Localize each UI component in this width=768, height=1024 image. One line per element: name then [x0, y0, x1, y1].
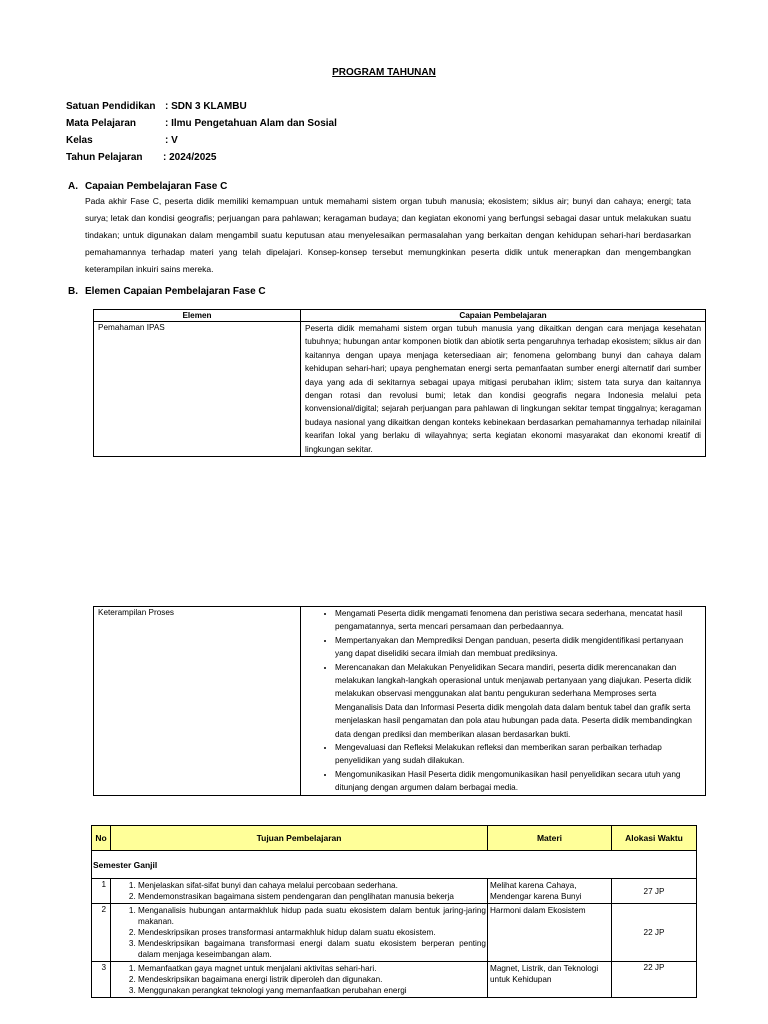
meta-value-tahun: : 2024/2025: [163, 152, 217, 163]
section-a-marker: A.: [68, 181, 78, 192]
tujuan-table: [91, 825, 697, 998]
table-header-row: [92, 826, 697, 851]
document-title: PROGRAM TAHUNAN: [332, 67, 436, 78]
meta-value-kelas: : V: [165, 135, 178, 146]
header-materi: Materi: [488, 826, 612, 851]
materi-cell: Magnet, Listrik, dan Teknologi untuk Kehidupan: [488, 962, 612, 998]
tujuan-list: [112, 880, 486, 902]
alokasi-cell: 27 JP: [612, 879, 697, 904]
tujuan-cell: [111, 962, 488, 998]
list-item: 2. Mendeskripsikan bagaimana energi listrik diperoleh dan digunakan.: [138, 974, 486, 985]
list-item: 3. Mendeskripsikan bagaimana transformasi energi dalam suatu ekosistem berperan penting dalam menjaga keseimbangan alam.: [138, 938, 486, 960]
table-row: [92, 904, 697, 962]
table-row: [92, 962, 697, 998]
section-a-paragraph: Pada akhir Fase C, peserta didik memiliki kemampuan untuk memahami sistem organ tubuh manusia; ekosistem; siklus air; bunyi dan cahaya; energi; tata surya; letak dan kondisi geografis; perjuangan para pahlawan; keragaman budaya; dan kegiatan ekonomi yang berfungsi sebagai dasar untuk melakukan suatu tindakan; untuk digunakan dalam mengambil suatu keputusan atau menyelesaikan permasalahan yang berkaitan dengan kehidupan sehari-hari berdasarkan pemahamannya terhadap materi yang telah dipelajari. Konsep-konsep tersebut memungkinkan peserta didik untuk menerapkan dan mengembangkan keterampilan inkuiri sains mereka.: [85, 196, 691, 275]
list-item: 1. Menjelaskan sifat-sifat bunyi dan cahaya melalui percobaan sederhana.: [138, 880, 486, 891]
row-no: 1: [92, 879, 111, 904]
row-no: 2: [92, 904, 111, 962]
header-capaian: Capaian Pembelajaran: [301, 310, 706, 322]
list-item: 2. Mendeskripsikan proses transformasi antarmakhluk hidup dalam suatu ekosistem.: [138, 927, 486, 938]
list-item: • Mengamati Peserta didik mengamati fenomena dan peristiwa secara sederhana, mencatat hasil pengamatannya, serta mencari persamaan dan perbedaannya.: [335, 607, 701, 634]
alokasi-cell: 22 JP: [612, 962, 697, 998]
tujuan-cell: [111, 904, 488, 962]
meta-value-mapel: : Ilmu Pengetahuan Alam dan Sosial: [165, 118, 337, 129]
meta-label-tahun: Tahun Pelajaran: [66, 152, 143, 163]
identity-block: [66, 101, 466, 171]
tujuan-list: [112, 905, 486, 960]
table-header-row: [94, 310, 706, 322]
elemen-cell: Pemahaman IPAS: [94, 322, 301, 457]
list-item: 2. Mendemonstrasikan bagaimana sistem pendengaran dan penglihatan manusia bekerja: [138, 891, 486, 902]
header-no: No: [92, 826, 111, 851]
header-tujuan: Tujuan Pembelajaran: [111, 826, 488, 851]
materi-cell: Melihat karena Cahaya, Mendengar karena Bunyi: [488, 879, 612, 904]
semester-label: Semester Ganjil: [92, 851, 697, 879]
alokasi-cell: 22 JP: [612, 904, 697, 962]
list-item: 1. Memanfaatkan gaya magnet untuk menjalani aktivitas sehari-hari.: [138, 963, 486, 974]
list-item: • Mengomunikasikan Hasil Peserta didik mengomunikasikan hasil penyelidikan secara utuh yang ditunjang dengan argumen dalam berbagai media.: [335, 768, 701, 795]
meta-label-kelas: Kelas: [66, 135, 93, 146]
list-item: 1. Menganalisis hubungan antarmakhluk hidup pada suatu ekosistem dalam bentuk jaring-jaring makanan.: [138, 905, 486, 927]
list-item: • Mempertanyakan dan Memprediksi Dengan panduan, peserta didik mengidentifikasi pertanyaan yang dapat diselidiki secara ilmiah dan membuat prediksinya.: [335, 634, 701, 661]
keterampilan-list-cell: [301, 607, 706, 796]
list-item: • Mengevaluasi dan Refleksi Melakukan refleksi dan memberikan saran perbaikan terhadap penyelidikan yang sudah dilakukan.: [335, 741, 701, 768]
row-no: 3: [92, 962, 111, 998]
meta-value-satuan: : SDN 3 KLAMBU: [165, 101, 247, 112]
elemen-table: [93, 309, 706, 457]
section-b-heading: Elemen Capaian Pembelajaran Fase C: [85, 286, 266, 297]
list-item: 3. Menggunakan perangkat teknologi yang memanfaatkan perubahan energi: [138, 985, 486, 996]
header-alokasi: Alokasi Waktu: [612, 826, 697, 851]
section-b-marker: B.: [68, 286, 78, 297]
table-row: [94, 607, 706, 796]
keterampilan-table: [93, 606, 706, 796]
list-item: • Merencanakan dan Melakukan Penyelidikan Secara mandiri, peserta didik merencanakan dan melakukan langkah-langkah operasional untuk menjawab pertanyaan yang diajukan. Peserta didik melakukan observasi menggunakan alat bantu pengukuran sederhana Memproses serta Menganalisis Data dan Informasi Peserta didik mengolah data dalam bentuk tabel dan grafik serta menjelaskan hasil pengamatan dan pola atau hubungan pada data. Peserta didik membandingkan data dengan prediksi dan memberikan alasan berdasarkan bukti.: [335, 661, 701, 741]
table-row: [94, 322, 706, 457]
header-elemen: Elemen: [94, 310, 301, 322]
meta-label-mapel: Mata Pelajaran: [66, 118, 137, 129]
tujuan-list: [112, 963, 486, 996]
materi-cell: Harmoni dalam Ekosistem: [488, 904, 612, 962]
meta-label-satuan: Satuan Pendidikan: [66, 101, 156, 112]
section-a-heading: Capaian Pembelajaran Fase C: [85, 181, 228, 192]
table-row: [92, 879, 697, 904]
keterampilan-list: [305, 607, 701, 795]
semester-row: [92, 851, 697, 879]
tujuan-cell: [111, 879, 488, 904]
elemen-cell: Keterampilan Proses: [94, 607, 301, 796]
capaian-cell: Peserta didik memahami sistem organ tubuh manusia yang dikaitkan dengan cara menjaga kesehatan tubuhnya; hubungan antar komponen biotik dan abiotik serta pengaruhnya terhadap ekosistem; siklus air dan kaitannya dengan upaya menjaga ketersediaan air; fenomena gelombang bunyi dan cahaya dalam kehidupan sehari-hari; upaya penghematan energi serta pemanfaatan sumber energi alternatif dari sumber daya yang ada di sekitarnya sebagai upaya mitigasi perubahan iklim; sistem tata surya dan kaitannya dengan rotasi dan revolusi bumi; letak dan kondisi geografis negara Indonesia melalui peta konvensional/digital; sejarah perjuangan para pahlawan di lingkungan sekitar tempat tinggalnya; keragaman budaya nasional yang dikaitkan dengan konteks kebinekaan berdasarkan pemahamannya terhadap nilainilai kearifan lokal yang berlaku di wilayahnya; serta kegiatan ekonomi masyarakat dan ekonomi kreatif di lingkungan sekitar.: [301, 322, 706, 457]
